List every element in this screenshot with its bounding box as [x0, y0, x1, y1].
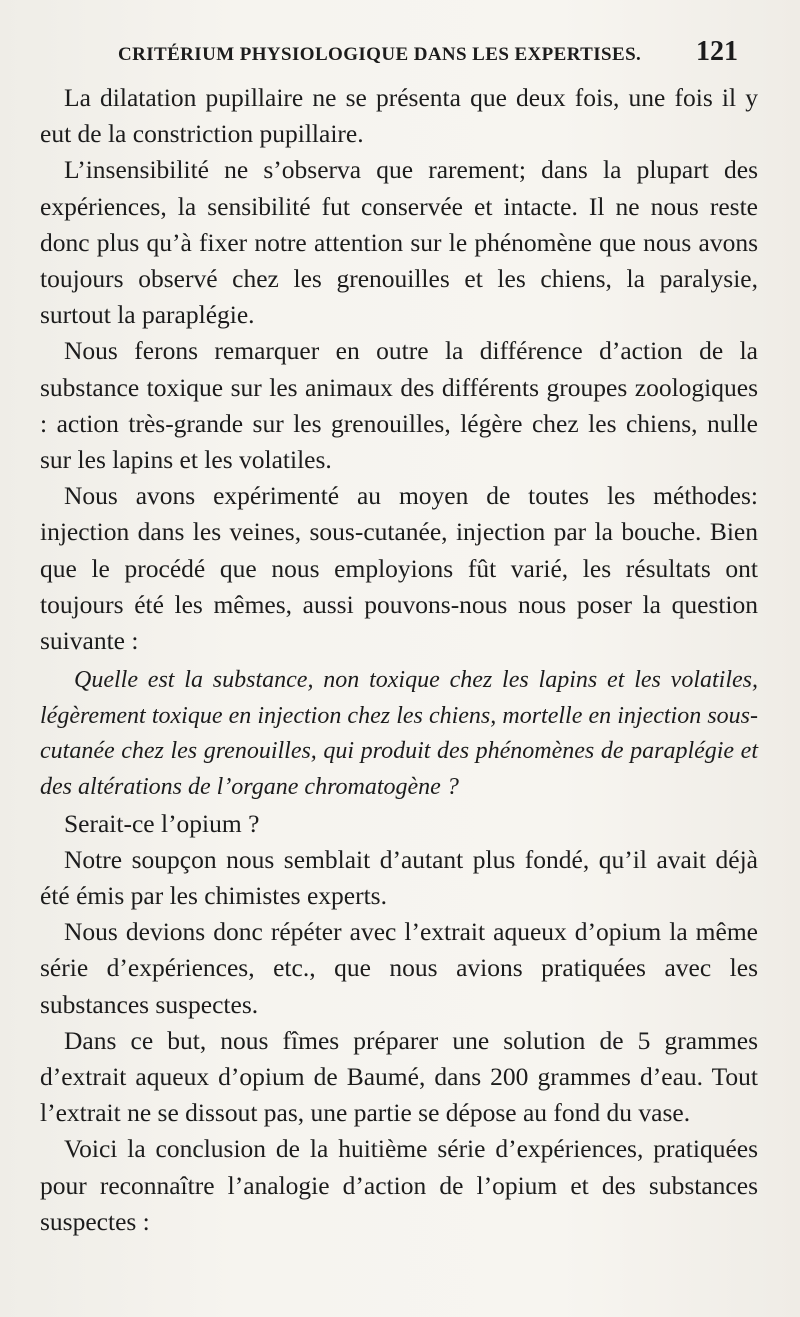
- paragraph-difference: Nous ferons remarquer en outre la différence d’action de la substance toxique sur les animaux des différents groupes zoologiques : action très-grande sur les grenouilles, légère chez les chiens, nulle sur les lapins et les volatiles.: [40, 336, 758, 475]
- paragraph-question: Quelle est la substance, non toxique chez les lapins et les volatiles, légèrement toxique en injection chez les chiens, mortelle en injection sous-cutanée chez les grenouilles, qui produit des phénomènes de paraplégie et des altérations de l’organe chromatogène ?: [40, 667, 758, 801]
- paragraph-methods: Nous avons expérimenté au moyen de toutes les méthodes: injection dans les veines, sous-cutanée, injection par la bouche. Bien que le procédé que nous employions fût varié, les résultats ont toujours été les mêmes, aussi pouvons-nous nous poser la question suivante :: [40, 481, 758, 656]
- page-number: 121: [696, 36, 738, 67]
- paragraph-opium-question: Serait-ce l’opium ?: [64, 808, 260, 838]
- paragraph-sensibility: L’insensibilité ne s’observa que rarement; dans la plupart des expériences, la sensibilité fut conservée et intacte. Il ne nous reste donc plus qu’à fixer notre attention sur le phénomène que nous avons toujours observé chez les grenouilles et les chiens, la paralysie, surtout la paraplégie.: [40, 155, 758, 330]
- page-body: [40, 80, 758, 1240]
- paragraph-solution: Dans ce but, nous fîmes préparer une solution de 5 grammes d’extrait aqueux d’opium de Baumé, dans 200 grammes d’eau. Tout l’extrait ne se dissout pas, une partie se dépose au fond du vase.: [40, 1025, 758, 1128]
- paragraph-repeat: Nous devions donc répéter avec l’extrait aqueux d’opium la même série d’expériences, etc., que nous avions pratiquées avec les substances suspectes.: [40, 917, 758, 1019]
- page-header: [118, 36, 738, 68]
- paragraph-suspicion: Notre soupçon nous semblait d’autant plus fondé, qu’il avait déjà été émis par les chimistes experts.: [40, 844, 758, 911]
- paragraph-conclusion: Voici la conclusion de la huitième série d’expériences, pratiquées pour reconnaître l’analogie d’action de l’opium et des substances suspectes :: [40, 1134, 758, 1236]
- running-head: CRITÉRIUM PHYSIOLOGIQUE DANS LES EXPERTISES.: [118, 44, 642, 65]
- paragraph-pupil: La dilatation pupillaire ne se présenta que deux fois, une fois il y eut de la constriction pupillaire.: [40, 83, 758, 149]
